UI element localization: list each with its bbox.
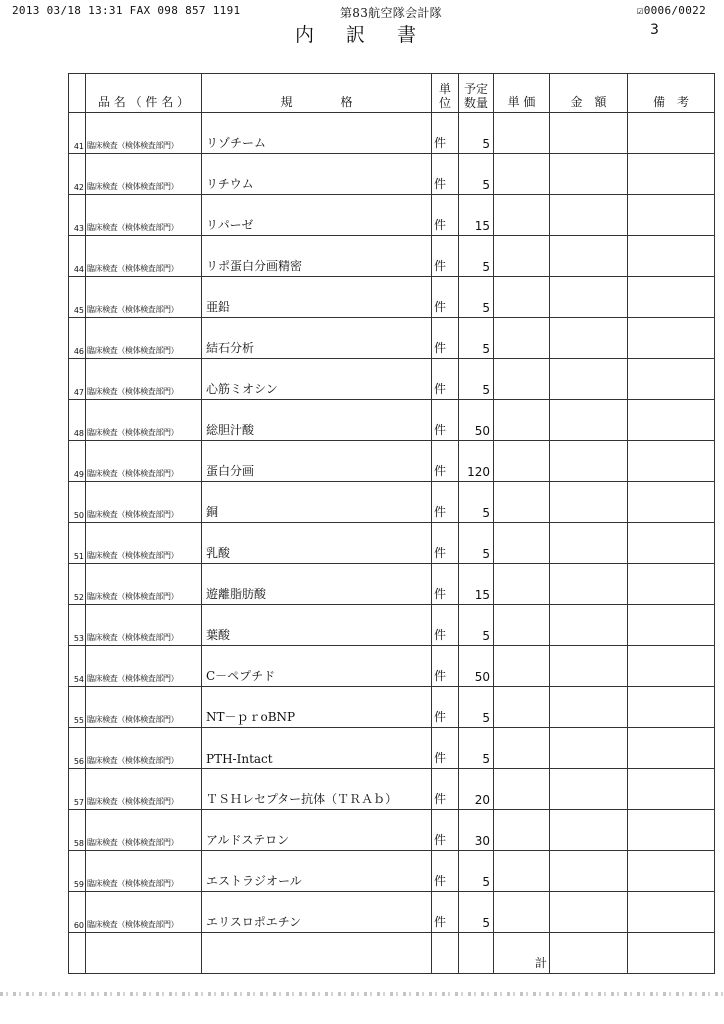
row-spec: 結石分析 xyxy=(202,318,432,359)
row-amount xyxy=(550,687,628,728)
table-body xyxy=(69,113,715,974)
row-number: 47 xyxy=(69,359,86,400)
row-amount xyxy=(550,236,628,277)
table-row xyxy=(69,400,715,441)
row-spec: 亜鉛 xyxy=(202,277,432,318)
table-row xyxy=(69,359,715,400)
header-quantity xyxy=(459,74,494,113)
row-spec: リパーゼ xyxy=(202,195,432,236)
row-spec: 蛋白分画 xyxy=(202,441,432,482)
row-number: 45 xyxy=(69,277,86,318)
row-unit: 件 xyxy=(432,482,459,523)
table-row xyxy=(69,236,715,277)
row-spec: C－ペプチド xyxy=(202,646,432,687)
row-item-name: 臨床検査（検体検査部門） xyxy=(86,154,202,195)
row-item-name: 臨床検査（検体検査部門） xyxy=(86,482,202,523)
row-unit-price xyxy=(494,441,550,482)
header-quantity-bottom: 数量 xyxy=(463,96,488,110)
row-remarks xyxy=(628,195,715,236)
row-amount xyxy=(550,523,628,564)
header-item-name: 品 名 （ 件 名 ） xyxy=(86,74,202,113)
row-remarks xyxy=(628,400,715,441)
row-number: 48 xyxy=(69,400,86,441)
fax-scan-noise xyxy=(0,992,724,996)
row-spec: リポ蛋白分画精密 xyxy=(202,236,432,277)
row-unit: 件 xyxy=(432,851,459,892)
row-number: 59 xyxy=(69,851,86,892)
row-item-name: 臨床検査（検体検査部門） xyxy=(86,646,202,687)
row-amount xyxy=(550,851,628,892)
row-quantity: 5 xyxy=(459,113,494,154)
row-remarks xyxy=(628,523,715,564)
row-unit: 件 xyxy=(432,892,459,933)
row-number: 53 xyxy=(69,605,86,646)
table-row xyxy=(69,687,715,728)
total-row-cell xyxy=(86,933,202,974)
row-quantity: 5 xyxy=(459,523,494,564)
breakdown-table xyxy=(68,73,715,974)
total-row-cell xyxy=(459,933,494,974)
row-unit-price xyxy=(494,523,550,564)
row-unit-price xyxy=(494,728,550,769)
row-unit: 件 xyxy=(432,605,459,646)
row-quantity: 5 xyxy=(459,359,494,400)
row-amount xyxy=(550,892,628,933)
row-unit: 件 xyxy=(432,154,459,195)
row-amount xyxy=(550,728,628,769)
row-amount xyxy=(550,441,628,482)
row-remarks xyxy=(628,892,715,933)
row-quantity: 5 xyxy=(459,605,494,646)
row-spec: リゾチーム xyxy=(202,113,432,154)
row-number: 54 xyxy=(69,646,86,687)
header-unit-price: 単 価 xyxy=(494,74,550,113)
row-unit: 件 xyxy=(432,195,459,236)
row-unit-price xyxy=(494,769,550,810)
row-item-name: 臨床検査（検体検査部門） xyxy=(86,277,202,318)
row-item-name: 臨床検査（検体検査部門） xyxy=(86,564,202,605)
page-number: 3 xyxy=(650,22,659,38)
row-spec: エリスロポエチン xyxy=(202,892,432,933)
row-amount xyxy=(550,195,628,236)
row-unit-price xyxy=(494,318,550,359)
row-unit-price xyxy=(494,646,550,687)
row-item-name: 臨床検査（検体検査部門） xyxy=(86,851,202,892)
row-unit-price xyxy=(494,113,550,154)
row-remarks xyxy=(628,728,715,769)
row-spec: 心筋ミオシン xyxy=(202,359,432,400)
row-unit: 件 xyxy=(432,646,459,687)
row-number: 42 xyxy=(69,154,86,195)
row-item-name: 臨床検査（検体検査部門） xyxy=(86,810,202,851)
row-number: 51 xyxy=(69,523,86,564)
row-unit-price xyxy=(494,236,550,277)
row-amount xyxy=(550,154,628,195)
table-row xyxy=(69,892,715,933)
row-amount xyxy=(550,482,628,523)
row-unit-price xyxy=(494,359,550,400)
row-quantity: 5 xyxy=(459,236,494,277)
row-unit: 件 xyxy=(432,318,459,359)
row-unit: 件 xyxy=(432,277,459,318)
row-quantity: 30 xyxy=(459,810,494,851)
row-unit-price xyxy=(494,564,550,605)
row-remarks xyxy=(628,236,715,277)
row-quantity: 20 xyxy=(459,769,494,810)
row-unit: 件 xyxy=(432,359,459,400)
row-item-name: 臨床検査（検体検査部門） xyxy=(86,441,202,482)
row-unit-price xyxy=(494,482,550,523)
row-quantity: 15 xyxy=(459,195,494,236)
table-row xyxy=(69,195,715,236)
row-amount xyxy=(550,277,628,318)
fax-header-sender: 第83航空隊会計隊 xyxy=(340,6,442,20)
row-quantity: 5 xyxy=(459,728,494,769)
row-spec: 乳酸 xyxy=(202,523,432,564)
row-number: 58 xyxy=(69,810,86,851)
row-remarks xyxy=(628,564,715,605)
row-unit: 件 xyxy=(432,687,459,728)
row-unit-price xyxy=(494,277,550,318)
row-amount xyxy=(550,810,628,851)
row-spec: 銅 xyxy=(202,482,432,523)
row-remarks xyxy=(628,359,715,400)
row-spec: PTH-Intact xyxy=(202,728,432,769)
row-number: 49 xyxy=(69,441,86,482)
table-row xyxy=(69,810,715,851)
table-row xyxy=(69,564,715,605)
header-remarks: 備 考 xyxy=(628,74,715,113)
row-quantity: 50 xyxy=(459,400,494,441)
row-unit: 件 xyxy=(432,769,459,810)
row-number: 41 xyxy=(69,113,86,154)
row-number: 56 xyxy=(69,728,86,769)
row-remarks xyxy=(628,687,715,728)
row-item-name: 臨床検査（検体検査部門） xyxy=(86,769,202,810)
row-quantity: 50 xyxy=(459,646,494,687)
row-unit-price xyxy=(494,400,550,441)
total-row-cell xyxy=(628,933,715,974)
row-number: 50 xyxy=(69,482,86,523)
header-unit-bottom: 位 xyxy=(438,96,451,110)
row-amount xyxy=(550,359,628,400)
row-quantity: 5 xyxy=(459,851,494,892)
row-item-name: 臨床検査（検体検査部門） xyxy=(86,318,202,359)
row-amount xyxy=(550,113,628,154)
row-amount xyxy=(550,769,628,810)
row-remarks xyxy=(628,605,715,646)
total-row-cell xyxy=(550,933,628,974)
row-unit: 件 xyxy=(432,810,459,851)
table-row xyxy=(69,605,715,646)
row-quantity: 120 xyxy=(459,441,494,482)
row-unit: 件 xyxy=(432,113,459,154)
row-unit: 件 xyxy=(432,728,459,769)
row-remarks xyxy=(628,318,715,359)
table-row xyxy=(69,441,715,482)
row-unit: 件 xyxy=(432,441,459,482)
row-item-name: 臨床検査（検体検査部門） xyxy=(86,523,202,564)
total-label: 計 xyxy=(494,933,550,974)
table-row xyxy=(69,154,715,195)
row-number: 60 xyxy=(69,892,86,933)
row-spec: アルドステロン xyxy=(202,810,432,851)
table-header-row xyxy=(69,74,715,113)
row-item-name: 臨床検査（検体検査部門） xyxy=(86,400,202,441)
row-quantity: 5 xyxy=(459,892,494,933)
table-row xyxy=(69,523,715,564)
row-remarks xyxy=(628,154,715,195)
row-spec: ＴＳＨレセプター抗体（ＴＲＡｂ） xyxy=(202,769,432,810)
row-unit-price xyxy=(494,810,550,851)
row-item-name: 臨床検査（検体検査部門） xyxy=(86,605,202,646)
header-quantity-top: 予定 xyxy=(463,82,488,96)
row-quantity: 5 xyxy=(459,318,494,359)
row-remarks xyxy=(628,482,715,523)
row-spec: リチウム xyxy=(202,154,432,195)
row-amount xyxy=(550,605,628,646)
fax-header-page-counter: ☑0006/0022 xyxy=(636,4,706,17)
row-amount xyxy=(550,564,628,605)
row-spec: NT－ｐｒoBNP xyxy=(202,687,432,728)
row-unit-price xyxy=(494,195,550,236)
row-number: 52 xyxy=(69,564,86,605)
row-spec: 葉酸 xyxy=(202,605,432,646)
row-remarks xyxy=(628,851,715,892)
row-spec: 総胆汁酸 xyxy=(202,400,432,441)
document-title: 内 訳 書 xyxy=(294,24,430,46)
table-row xyxy=(69,113,715,154)
row-quantity: 15 xyxy=(459,564,494,605)
row-number: 44 xyxy=(69,236,86,277)
header-no xyxy=(69,74,86,113)
row-unit-price xyxy=(494,154,550,195)
total-row xyxy=(69,933,715,974)
total-row-cell xyxy=(202,933,432,974)
row-amount xyxy=(550,318,628,359)
row-remarks xyxy=(628,769,715,810)
header-unit xyxy=(432,74,459,113)
row-quantity: 5 xyxy=(459,277,494,318)
row-quantity: 5 xyxy=(459,482,494,523)
table-row xyxy=(69,769,715,810)
row-amount xyxy=(550,400,628,441)
row-unit: 件 xyxy=(432,523,459,564)
table-row xyxy=(69,851,715,892)
row-unit: 件 xyxy=(432,564,459,605)
row-unit-price xyxy=(494,687,550,728)
header-spec: 規 格 xyxy=(202,74,432,113)
row-number: 55 xyxy=(69,687,86,728)
row-quantity: 5 xyxy=(459,687,494,728)
row-quantity: 5 xyxy=(459,154,494,195)
row-item-name: 臨床検査（検体検査部門） xyxy=(86,687,202,728)
row-unit: 件 xyxy=(432,400,459,441)
row-unit-price xyxy=(494,605,550,646)
row-spec: エストラジオール xyxy=(202,851,432,892)
row-item-name: 臨床検査（検体検査部門） xyxy=(86,113,202,154)
row-item-name: 臨床検査（検体検査部門） xyxy=(86,892,202,933)
row-unit-price xyxy=(494,892,550,933)
table-row xyxy=(69,728,715,769)
total-row-cell xyxy=(69,933,86,974)
header-amount: 金 額 xyxy=(550,74,628,113)
table-row xyxy=(69,646,715,687)
row-remarks xyxy=(628,441,715,482)
table-row xyxy=(69,482,715,523)
row-remarks xyxy=(628,277,715,318)
total-row-cell xyxy=(432,933,459,974)
row-remarks xyxy=(628,810,715,851)
row-number: 46 xyxy=(69,318,86,359)
row-amount xyxy=(550,646,628,687)
row-number: 57 xyxy=(69,769,86,810)
row-unit: 件 xyxy=(432,236,459,277)
row-item-name: 臨床検査（検体検査部門） xyxy=(86,728,202,769)
table-row xyxy=(69,318,715,359)
row-remarks xyxy=(628,646,715,687)
table-row xyxy=(69,277,715,318)
row-item-name: 臨床検査（検体検査部門） xyxy=(86,195,202,236)
row-number: 43 xyxy=(69,195,86,236)
header-unit-top: 単 xyxy=(438,82,451,96)
row-spec: 遊離脂肪酸 xyxy=(202,564,432,605)
row-unit-price xyxy=(494,851,550,892)
fax-header-left: 2013 03/18 13:31 FAX 098 857 1191 xyxy=(12,4,241,17)
row-item-name: 臨床検査（検体検査部門） xyxy=(86,359,202,400)
row-item-name: 臨床検査（検体検査部門） xyxy=(86,236,202,277)
row-remarks xyxy=(628,113,715,154)
